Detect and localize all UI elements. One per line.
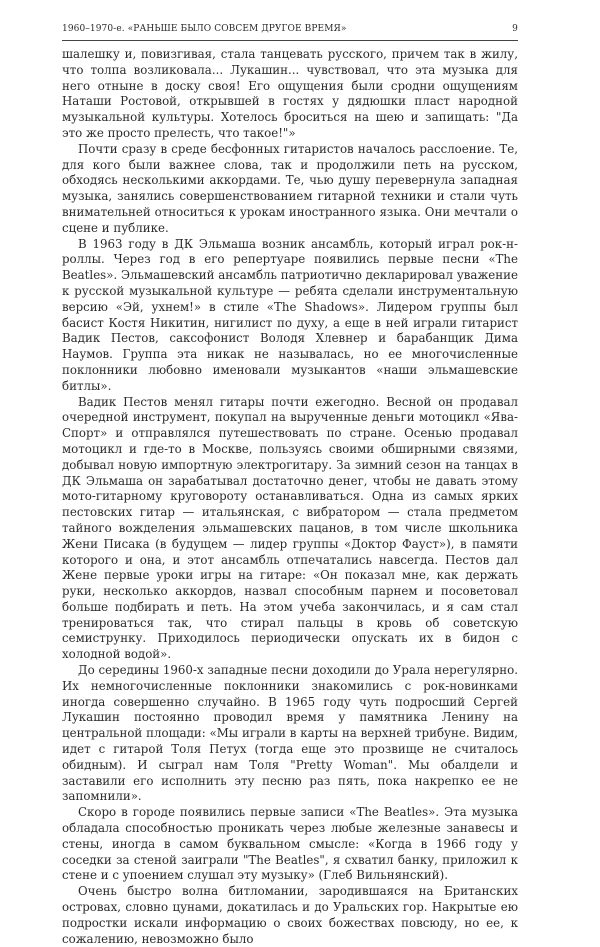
running-head-title: 1960–1970-е. «РАНЬШЕ БЫЛО СОВСЕМ ДРУГОЕ ВРЕМЯ»: [62, 24, 347, 34]
paragraph-continued: шалешку и, повизгивая, стала танцевать русского, причем так в жилу, что толпа возликовала... Лукашин... чувствовал, что эта музыка для него отныне в доску своя! Его ощущения были сродни ощущениям Наташи Ростовой, открывшей в гостях у дядюшки пласт народной музыкальной культуры. Хотелось броситься на шею и запищать: "Да это же просто прелесть, что такое!"»: [62, 47, 518, 140]
paragraph: Скоро в городе появились первые записи «The Beatles». Эта музыка обладала способностью проникать через любые железные занавесы и стены, иногда в самом буквальном смысле: «Когда в 1966 году у соседки за стеной заиграли "The Beatles", я схватил банку, приложил к стене и с упоением слушал эту музыку» (Глеб Вильнянский).: [62, 805, 518, 883]
paragraph: Почти сразу в среде бесфонных гитаристов началось расслоение. Те, для кого были важнее слова, так и продолжили петь на русском, обходясь несколькими аккордами. Те, чью душу перевернула западная музыка, занялись совершенствованием гитарной техники и стали чуть внимательней относиться к урокам иностранного языка. Они мечтали о сцене и публике.: [62, 141, 518, 235]
paragraph: Очень быстро волна битломании, зародившаяся на Британских островах, словно цунами, докатилась и до Уральских гор. Накрытые ею подростки искали информацию о своих божествах повсюду, но ее, к сожалению, невозможно было: [62, 884, 518, 946]
paragraph: В 1963 году в ДК Эльмаша возник ансамбль, который играл рок-н-роллы. Через год в его репертуаре появились первые песни «The Beatles». Эльмашевский ансамбль патриотично декларировал уважение к русской музыкальной культуре — ребята сделали инструментальную версию «Эй, ухнем!» в стиле «The Shadows». Лидером группы был басист Костя Никитин, нигилист по духу, а еще в ней играли гитарист Вадик Пестов, саксофонист Володя Хлевнер и барабанщик Дима Наумов. Группа эта никак не называлась, но ее многочисленные поклонники любовно именовали музыкантов «наши эльмашевские битлы».: [62, 236, 518, 393]
page-number: 9: [512, 24, 518, 34]
paragraph: До середины 1960-х западные песни доходили до Урала нерегулярно. Их немногочисленные поклонники знакомились с рок-новинками иногда совершенно случайно. В 1965 году чуть подросший Сергей Лукашин постоянно проводил время у памятника Ленину на центральной площади: «Мы играли в карты на верхней трибуне. Видим, идет с гитарой Толя Петух (тогда еще это прозвище не считалось обидным). И сыграл нам Толя "Pretty Woman". Мы обалдели и заставили его исполнить эту песню раз пять, пока накрепко ее не запомнили».: [62, 663, 518, 804]
header-rule: [62, 40, 518, 41]
body-text: [62, 47, 518, 947]
paragraph: Вадик Пестов менял гитары почти ежегодно. Весной он продавал очередной инструмент, покупал на вырученные деньги мотоцикл «Ява-Спорт» и отправлялся путешествовать по стране. Осенью продавал мотоцикл и где-то в Москве, пользуясь своими обширными связями, добывал новую импортную электрогитару. За зимний сезон на танцах в ДК Эльмаша он зарабатывал достаточно денег, чтобы не давать этому мото-гитарному круговороту останавливаться. Одна из самых ярких пестовских гитар — итальянская, с вибратором — стала предметом тайного вожделения эльмашевских пацанов, в том числе школьника Жени Писака (в будущем — лидер группы «Доктор Фауст»), в памяти которого и она, и этот ансамбль отпечатались навсегда. Пестов дал Жене первые уроки игры на гитаре: «Он показал мне, как держать руки, несколько аккордов, назвал способным парнем и посоветовал больше подбирать и петь. На этом учеба закончилась, и я сам стал тренироваться так, что стирал пальцы в кровь об советскую семиструнку. Приходилось периодически опускать их в бидон с холодной водой».: [62, 394, 518, 662]
running-head: [62, 24, 518, 38]
